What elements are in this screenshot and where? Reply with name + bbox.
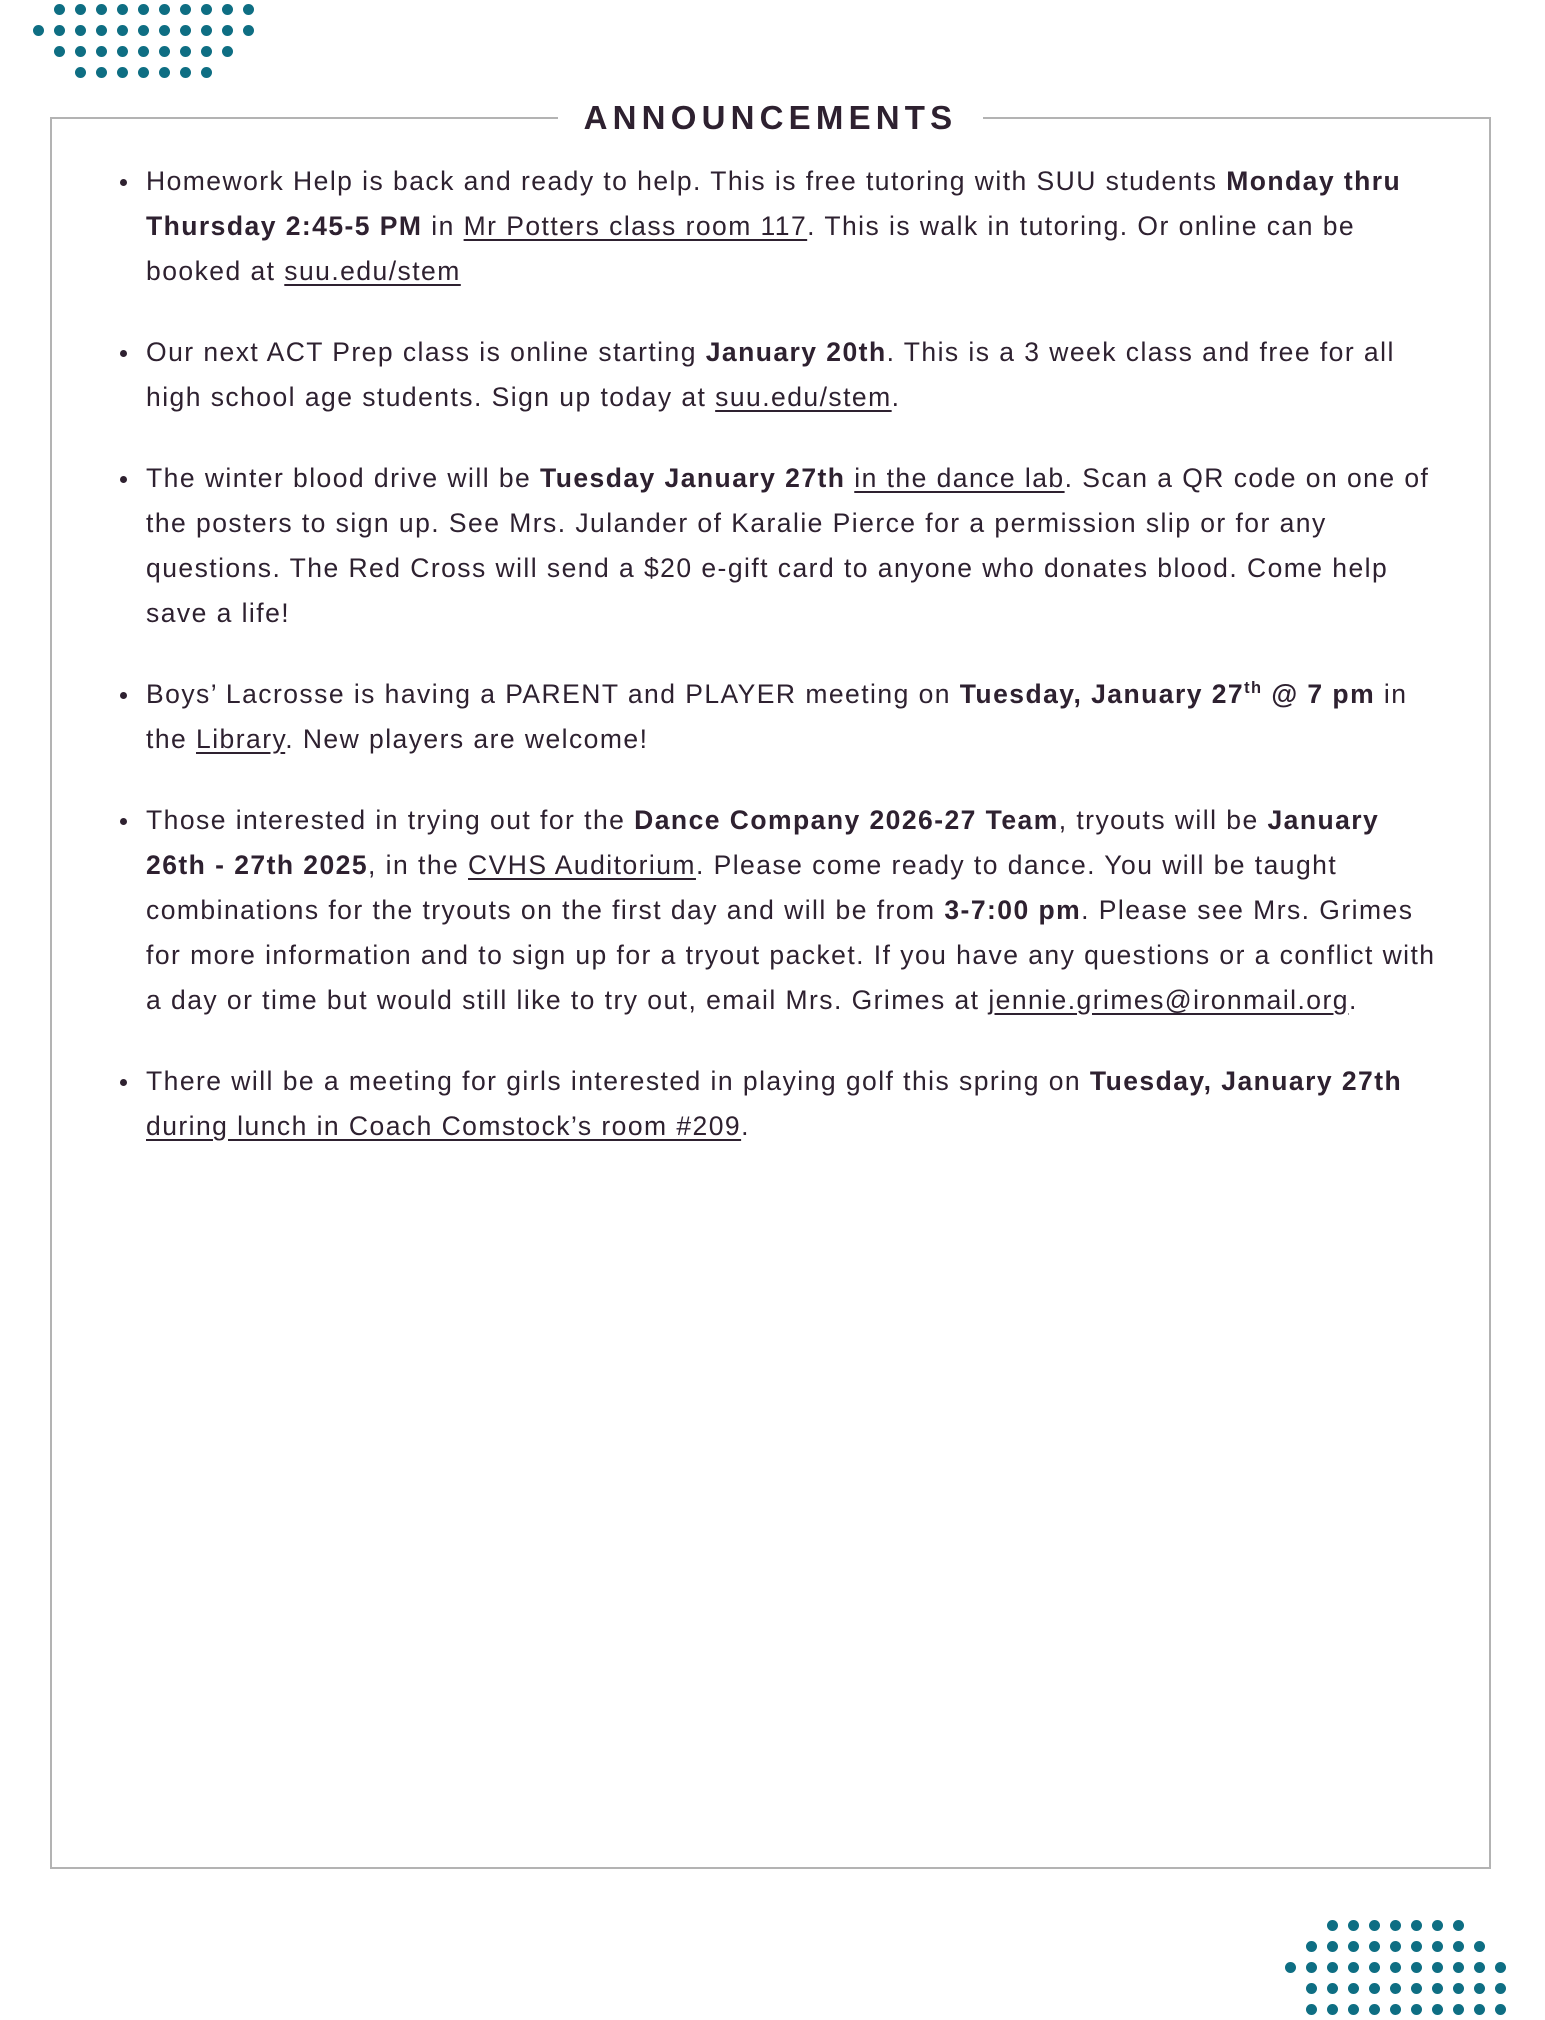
decorative-dot [133, 62, 154, 83]
decorative-dot [1490, 1957, 1511, 1978]
decorative-dot [1448, 1978, 1469, 1999]
page-title: ANNOUNCEMENTS [558, 99, 984, 137]
underlined-detail[interactable]: Library [196, 724, 286, 754]
decorative-dot [154, 41, 175, 62]
underlined-detail[interactable]: suu.edu/stem [284, 256, 461, 286]
emphasis-text: January 20th [705, 337, 887, 367]
decorative-dot [196, 41, 217, 62]
decorative-dot [217, 0, 238, 20]
decorative-dot [1364, 1915, 1385, 1936]
decorative-dot [1406, 1957, 1427, 1978]
decorative-dot [49, 41, 70, 62]
underlined-detail[interactable]: during lunch in Coach Comstock’s room #209 [146, 1111, 742, 1141]
decorative-dot [238, 0, 259, 20]
decorative-dot-gap [28, 0, 49, 20]
decorative-dot [1343, 1957, 1364, 1978]
decorative-dot [175, 62, 196, 83]
announcement-item-dance-company-tryouts: Those interested in trying out for the Dance Company 2026-27 Team, tryouts will be January 26th - 27th 2025, in the CVHS Auditorium. Please come ready to dance. You will be taught combinations for the tryouts on the first day and will be from 3-7:00 pm. Please see Mrs. Grimes for more information and to sign up for a tryout packet. If you have any questions or a conflict with a day or time but would still like to try out, email Mrs. Grimes at jennie.grimes@ironmail.org. [146, 798, 1437, 1023]
decorative-dot-gap [49, 62, 70, 83]
decorative-dot [1343, 1915, 1364, 1936]
decorative-dot [1364, 1978, 1385, 1999]
decorative-dot [175, 20, 196, 41]
underlined-detail[interactable]: CVHS Auditorium [468, 850, 696, 880]
decorative-dot [1322, 1999, 1343, 2020]
decorative-dot-gap [1280, 1936, 1301, 1957]
announcement-item-blood-drive: The winter blood drive will be Tuesday January 27th in the dance lab. Scan a QR code on one of the posters to sign up. See Mrs. Julander of Karalie Pierce for a permission slip or for any questions. The Red Cross will send a $20 e-gift card to anyone who donates blood. Come help save a life! [146, 456, 1437, 636]
decorative-dot [1301, 1978, 1322, 1999]
decorative-dot [175, 0, 196, 20]
decorative-dot-gap [28, 62, 49, 83]
decorative-dot [1448, 1999, 1469, 2020]
decorative-dot [49, 20, 70, 41]
decorative-dot-gap [1490, 1936, 1511, 1957]
decorative-dot [1448, 1936, 1469, 1957]
decorative-dot [1469, 1978, 1490, 1999]
decorative-dot-gap [1280, 1999, 1301, 2020]
decorative-dot [1364, 1936, 1385, 1957]
decorative-dot [1301, 1957, 1322, 1978]
underlined-detail[interactable]: Mr Potters class room 117 [463, 211, 808, 241]
decorative-dot [91, 62, 112, 83]
announcement-item-boys-lacrosse: Boys’ Lacrosse is having a PARENT and PLAYER meeting on Tuesday, January 27th @ 7 pm in the Library. New players are welcome! [146, 672, 1437, 762]
decorative-dot-gap [1280, 1978, 1301, 1999]
emphasis-text: January 26th - 27th 2025 [146, 805, 1380, 880]
decorative-dot [175, 41, 196, 62]
decorative-dot [112, 62, 133, 83]
decorative-dot [217, 20, 238, 41]
decorative-dot [1322, 1957, 1343, 1978]
decorative-dot [1406, 1999, 1427, 2020]
decorative-dot [1385, 1915, 1406, 1936]
decorative-dot [196, 20, 217, 41]
decorative-dot [112, 0, 133, 20]
emphasis-text: Tuesday January 27th [540, 463, 846, 493]
decorative-dot [1385, 1957, 1406, 1978]
decorative-dot [1427, 1999, 1448, 2020]
decorative-dot [1280, 1957, 1301, 1978]
announcement-item-girls-golf-meeting: There will be a meeting for girls interested in playing golf this spring on Tuesday, January 27th during lunch in Coach Comstock’s room #209. [146, 1059, 1437, 1149]
decorative-dot [238, 20, 259, 41]
decorative-dot [154, 62, 175, 83]
decorative-dot [1427, 1957, 1448, 1978]
decorative-dot-gap [1490, 1915, 1511, 1936]
decorative-dot [1301, 1999, 1322, 2020]
decorative-dot [1343, 1999, 1364, 2020]
decorative-dot-gap [1469, 1915, 1490, 1936]
decorative-dot [1490, 1999, 1511, 2020]
decorative-dot [1469, 1936, 1490, 1957]
decorative-dot [1427, 1978, 1448, 1999]
decorative-dot [1406, 1978, 1427, 1999]
decorative-dot [1469, 1957, 1490, 1978]
decorative-dot [1469, 1999, 1490, 2020]
decorative-dot [112, 41, 133, 62]
decorative-dot [70, 20, 91, 41]
decorative-dot [217, 41, 238, 62]
underlined-detail[interactable]: in the dance lab [854, 463, 1065, 493]
emphasis-text: Tuesday, January 27th @ 7 pm [959, 679, 1376, 709]
decorative-dot [1448, 1915, 1469, 1936]
decorative-dot [133, 41, 154, 62]
announcements-panel [50, 117, 1491, 1869]
decorative-dot-grid-top-left [28, 0, 259, 83]
announcement-item-act-prep: Our next ACT Prep class is online starting January 20th. This is a 3 week class and free for all high school age students. Sign up today at suu.edu/stem. [146, 330, 1437, 420]
decorative-dot-grid-bottom-right [1280, 1915, 1511, 2020]
decorative-dot [196, 0, 217, 20]
decorative-dot [1406, 1915, 1427, 1936]
decorative-dot [196, 62, 217, 83]
decorative-dot-gap [1280, 1915, 1301, 1936]
decorative-dot [1385, 1978, 1406, 1999]
underlined-detail[interactable]: jennie.grimes@ironmail.org [988, 985, 1349, 1015]
decorative-dot [1490, 1978, 1511, 1999]
decorative-dot [70, 0, 91, 20]
decorative-dot [1301, 1936, 1322, 1957]
decorative-dot [1322, 1915, 1343, 1936]
decorative-dot [1406, 1936, 1427, 1957]
decorative-dot-gap [217, 62, 238, 83]
decorative-dot [91, 20, 112, 41]
decorative-dot [1343, 1978, 1364, 1999]
decorative-dot [133, 20, 154, 41]
emphasis-text: Monday thru Thursday 2:45-5 PM [146, 166, 1402, 241]
decorative-dot [91, 0, 112, 20]
decorative-dot [91, 41, 112, 62]
decorative-dot [1364, 1999, 1385, 2020]
decorative-dot [1448, 1957, 1469, 1978]
decorative-dot [1385, 1936, 1406, 1957]
decorative-dot [1385, 1999, 1406, 2020]
emphasis-text: Tuesday, January 27th [1089, 1066, 1403, 1096]
emphasis-text: 3-7:00 pm [944, 895, 1082, 925]
decorative-dot [28, 20, 49, 41]
decorative-dot [70, 41, 91, 62]
decorative-dot [112, 20, 133, 41]
decorative-dot [1364, 1957, 1385, 1978]
decorative-dot [70, 62, 91, 83]
decorative-dot [133, 0, 154, 20]
emphasis-text: Dance Company 2026-27 Team [634, 805, 1059, 835]
decorative-dot [154, 0, 175, 20]
announcement-item-homework-help: Homework Help is back and ready to help. This is free tutoring with SUU students Monday thru Thursday 2:45-5 PM in Mr Potters class room 117. This is walk in tutoring. Or online can be booked at suu.edu/stem [146, 159, 1437, 294]
decorative-dot [1322, 1936, 1343, 1957]
announcements-list [104, 159, 1437, 1149]
decorative-dot [1427, 1915, 1448, 1936]
decorative-dot [1427, 1936, 1448, 1957]
decorative-dot-gap [238, 41, 259, 62]
underlined-detail[interactable]: suu.edu/stem [715, 382, 892, 412]
decorative-dot-gap [238, 62, 259, 83]
decorative-dot [49, 0, 70, 20]
decorative-dot-gap [1301, 1915, 1322, 1936]
decorative-dot [1322, 1978, 1343, 1999]
decorative-dot [1343, 1936, 1364, 1957]
decorative-dot [154, 20, 175, 41]
decorative-dot-gap [28, 41, 49, 62]
